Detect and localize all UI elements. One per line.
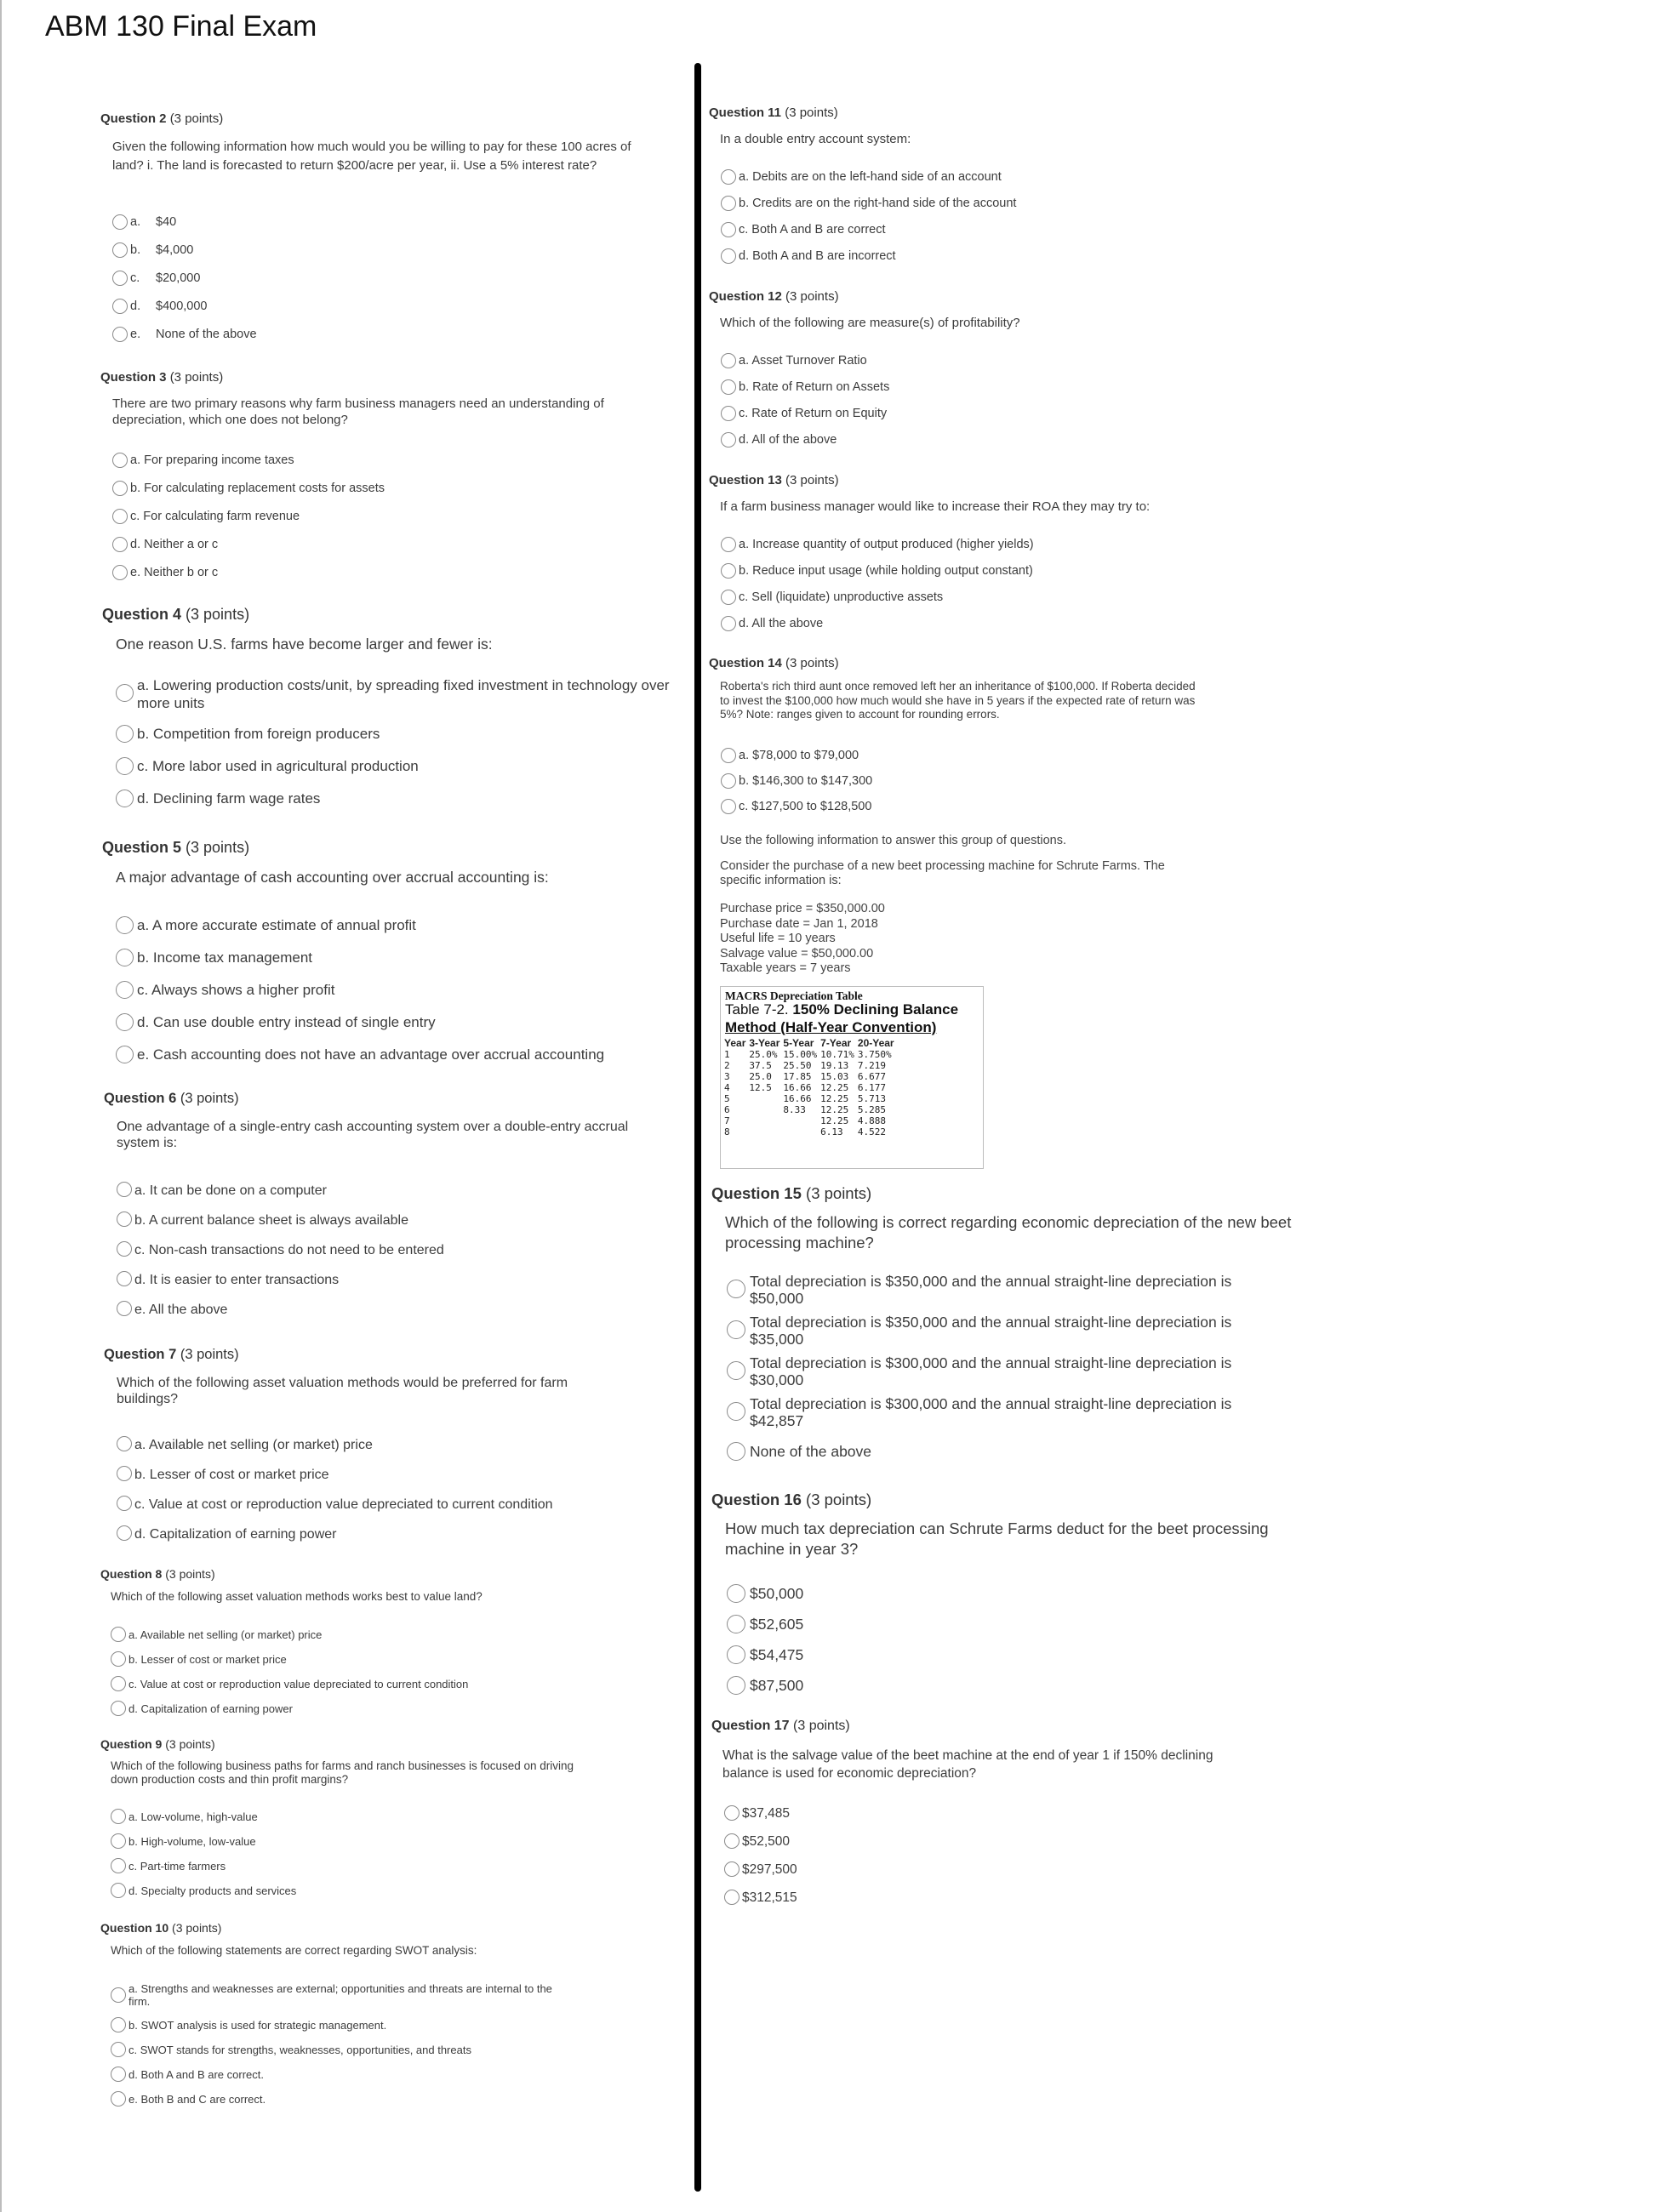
question-9 [100,1737,679,1897]
radio-button[interactable] [724,1833,739,1849]
radio-button[interactable] [721,222,736,237]
table-row: 7 12.25 4.888 [724,1115,887,1126]
question-heading: Question 4 (3 points) [102,606,250,623]
answer-option[interactable]: c. For calculating farm revenue [112,510,300,525]
question-prompt: In a double entry account system: [720,132,911,146]
radio-button[interactable] [117,1211,132,1227]
table-row: 3 25.0 17.85 15.03 6.677 [724,1071,887,1082]
answer-option[interactable]: c. Both A and B are correct [721,223,886,238]
radio-button[interactable] [117,1496,132,1511]
question-heading: Question 8 (3 points) [100,1567,215,1581]
question-heading: Question 9 (3 points) [100,1737,215,1751]
macrs-convention: Method (Half-Year Convention) [725,1019,937,1035]
question-7 [104,1347,682,1542]
question-heading: Question 14 (3 points) [709,656,839,670]
radio-button[interactable] [116,949,134,966]
macrs-grid [724,1038,898,1137]
page-left-border [0,0,2,2212]
radio-button[interactable] [721,563,736,579]
radio-button[interactable] [112,565,128,580]
radio-button[interactable] [111,1858,126,1873]
question-prompt: Which of the following asset valuation methods works best to value land? [111,1590,483,1603]
radio-button[interactable] [111,2091,126,2107]
radio-button[interactable] [111,1809,126,1824]
radio-button[interactable] [112,453,128,468]
question-prompt: Which of the following statements are correct regarding SWOT analysis: [111,1944,477,1957]
answer-option[interactable]: a. $40 [112,215,176,231]
table-row: 4 12.5 16.66 12.25 6.177 [724,1082,887,1093]
answer-option[interactable]: c. $20,000 [112,271,200,287]
radio-button[interactable] [721,590,736,605]
answer-option[interactable]: c. Always shows a higher profit [116,982,334,1000]
answer-option[interactable]: a. Debits are on the left-hand side of an account [721,170,1002,185]
question-16 [711,1491,1307,1694]
answer-option[interactable]: $52,500 [724,1834,790,1850]
table-row: 2 37.5 25.50 19.13 7.219 [724,1060,887,1071]
answer-option[interactable]: b. Lesser of cost or market price [117,1467,329,1484]
answer-option[interactable]: d. $400,000 [112,299,207,315]
answer-option[interactable]: e. None of the above [112,328,257,343]
answer-option[interactable]: d. It is easier to enter transactions [117,1272,339,1289]
question-heading: Question 6 (3 points) [104,1091,239,1106]
radio-button[interactable] [112,299,128,314]
macrs-title: MACRS Depreciation Table [725,989,863,1002]
answer-option[interactable]: b. $4,000 [112,243,193,259]
table-row: 5 16.66 12.25 5.713 [724,1093,887,1104]
question-heading: Question 15 (3 points) [711,1184,872,1202]
question-prompt: A major advantage of cash accounting over accrual accounting is: [116,869,549,886]
question-14 [709,656,1236,813]
answer-option[interactable]: d. Capitalization of earning power [111,1702,293,1716]
answer-option[interactable]: b. $146,300 to $147,300 [721,774,872,790]
question-4 [102,606,689,807]
radio-button[interactable] [117,1525,132,1541]
question-prompt: What is the salvage value of the beet machine at the end of year 1 if 150% declining balance is used for economic depreciation? [722,1748,1213,1781]
answer-option[interactable]: c. Part-time farmers [111,1860,226,1873]
radio-button[interactable] [117,1182,132,1197]
question-heading: Question 2 (3 points) [100,111,224,126]
radio-button[interactable] [721,406,736,421]
question-prompt: One advantage of a single-entry cash accounting system over a double-entry accrual system is: [117,1120,629,1150]
radio-button[interactable] [111,2042,126,2057]
answer-option[interactable]: d. Declining farm wage rates [116,790,320,808]
radio-button[interactable] [116,757,134,775]
radio-button[interactable] [112,481,128,496]
question-heading: Question 7 (3 points) [104,1347,239,1362]
radio-button[interactable] [721,537,736,552]
answer-option[interactable]: c. Value at cost or reproduction value depreciated to current condition [117,1497,553,1514]
radio-button[interactable] [111,2067,126,2082]
table-header-row: Year 3-Year 5-Year 7-Year 20-Year [724,1037,894,1049]
spec-line: Taxable years = 7 years [720,961,851,975]
answer-option[interactable]: b. Competition from foreign producers [116,726,380,744]
answer-option[interactable]: c. Value at cost or reproduction value depreciated to current condition [111,1678,468,1691]
radio-button[interactable] [724,1861,739,1877]
answer-option[interactable]: d. Specialty products and services [111,1884,296,1898]
radio-button[interactable] [117,1466,132,1481]
radio-button[interactable] [116,1046,134,1063]
answer-option[interactable]: Total depreciation is $300,000 and the annual straight-line depreciation is $42,857 [727,1395,1280,1429]
answer-option[interactable]: b. Reduce input usage (while holding output constant) [721,564,1033,579]
answer-option[interactable]: d. All the above [721,617,823,632]
radio-button[interactable] [727,1442,745,1461]
answer-option[interactable]: b. Credits are on the right-hand side of the account [721,197,1016,212]
answer-option[interactable]: c. More labor used in agricultural production [116,758,419,776]
spec-line: Salvage value = $50,000.00 [720,946,874,961]
answer-option[interactable]: $54,475 [727,1646,803,1664]
macrs-table-label: Table 7-2. 150% Declining Balance [725,1001,959,1018]
spec-line: Purchase price = $350,000.00 [720,902,885,915]
radio-button[interactable] [721,169,736,185]
radio-button[interactable] [117,1271,132,1286]
answer-option[interactable]: b. Income tax management [116,949,312,967]
answer-option[interactable]: d. Both A and B are incorrect [721,249,896,265]
answer-option[interactable]: a. Strengths and weaknesses are external; opportunities and threats are internal to the firm. [111,1982,553,2008]
question-heading: Question 10 (3 points) [100,1921,222,1935]
radio-button[interactable] [721,748,736,763]
radio-button[interactable] [727,1584,745,1603]
answer-option[interactable]: c. SWOT stands for strengths, weaknesses, opportunities, and threats [111,2044,471,2057]
radio-button[interactable] [112,537,128,552]
answer-option[interactable]: a. Available net selling (or market) price [111,1628,322,1642]
question-11 [709,105,1236,263]
radio-button[interactable] [721,248,736,264]
radio-button[interactable] [721,353,736,368]
radio-button[interactable] [721,379,736,395]
page-title: ABM 130 Final Exam [45,10,317,43]
answer-option[interactable]: d. Neither a or c [112,538,218,553]
question-heading: Question 13 (3 points) [709,473,839,487]
answer-option[interactable]: e. All the above [117,1302,227,1319]
question-13 [709,473,1236,630]
radio-button[interactable] [117,1301,132,1316]
table-row: 8 6.13 4.522 [724,1126,887,1137]
radio-button[interactable] [721,799,736,814]
radio-button[interactable] [727,1402,745,1421]
question-prompt: Which of the following are measure(s) of profitability? [720,316,1020,330]
question-prompt: Which of the following business paths for farms and ranch businesses is focused on driving down production costs and thin profit margins? [111,1759,574,1786]
radio-button[interactable] [724,1805,739,1821]
radio-button[interactable] [111,1651,126,1667]
answer-option[interactable]: c. Rate of Return on Equity [721,407,887,422]
question-heading: Question 11 (3 points) [709,105,838,120]
column-divider [694,63,701,2192]
answer-option[interactable]: $37,485 [724,1806,790,1822]
question-12 [709,289,1236,447]
radio-button[interactable] [721,432,736,448]
spec-line: Useful life = 10 years [720,932,836,945]
machine-specs [720,902,885,977]
radio-button[interactable] [116,684,134,702]
answer-option[interactable]: a. It can be done on a computer [117,1183,327,1200]
radio-button[interactable] [727,1361,745,1380]
question-heading: Question 17 (3 points) [711,1719,850,1733]
question-17 [711,1719,1307,1905]
question-8 [100,1567,679,1715]
answer-option[interactable]: b. High-volume, low-value [111,1835,256,1849]
table-row: 1 25.0% 15.00% 10.71% 3.750% [724,1049,892,1060]
question-heading: Question 5 (3 points) [102,839,250,856]
answer-option[interactable]: None of the above [727,1443,871,1461]
answer-option[interactable]: b. Lesser of cost or market price [111,1653,287,1667]
macrs-table [720,986,984,1169]
question-prompt: How much tax depreciation can Schrute Farms deduct for the beet processing machine in year 3? [725,1519,1269,1559]
question-prompt: One reason U.S. farms have become larger and fewer is: [116,636,493,653]
radio-button[interactable] [721,773,736,789]
table-row: 6 8.33 12.25 5.285 [724,1104,887,1115]
answer-option[interactable]: b. SWOT analysis is used for strategic management. [111,2019,386,2032]
answer-option[interactable]: a. $78,000 to $79,000 [721,749,859,764]
answer-option[interactable]: Total depreciation is $350,000 and the annual straight-line depreciation is $35,000 [727,1314,1280,1348]
radio-button[interactable] [111,1987,126,2003]
radio-button[interactable] [724,1890,739,1905]
question-15 [711,1184,1307,1460]
radio-button[interactable] [727,1645,745,1664]
radio-button[interactable] [111,1676,126,1691]
group-scenario: Consider the purchase of a new beet processing machine for Schrute Farms. The specific information is: [720,859,1165,887]
question-prompt: Given the following information how much would you be willing to pay for these 100 acres of land? i. The land is forecasted to return $200/acre per year, ii. Use a 5% interest rate? [112,140,631,173]
question-prompt: Which of the following is correct regarding economic depreciation of the new beet processing machine? [725,1213,1292,1252]
radio-button[interactable] [112,214,128,230]
answer-option[interactable]: e. Cash accounting does not have an advantage over accrual accounting [116,1046,604,1064]
spec-line: Purchase date = Jan 1, 2018 [720,916,878,931]
answer-option[interactable]: a. Asset Turnover Ratio [721,354,867,369]
answer-option[interactable]: a. A more accurate estimate of annual profit [116,917,416,935]
question-6 [104,1091,682,1317]
question-prompt: Which of the following asset valuation methods would be preferred for farm buildings? [117,1376,568,1406]
answer-option[interactable]: a. Increase quantity of output produced (higher yields) [721,538,1034,553]
radio-button[interactable] [727,1615,745,1633]
answer-option[interactable]: d. All of the above [721,433,837,448]
radio-button[interactable] [111,1627,126,1642]
radio-button[interactable] [111,2017,126,2032]
answer-option[interactable]: a. For preparing income taxes [112,453,294,469]
radio-button[interactable] [112,271,128,286]
radio-button[interactable] [116,725,134,743]
question-heading: Question 16 (3 points) [711,1491,872,1508]
radio-button[interactable] [112,242,128,258]
radio-button[interactable] [112,327,128,342]
answer-option[interactable]: b. For calculating replacement costs for assets [112,482,385,497]
radio-button[interactable] [117,1241,132,1257]
radio-button[interactable] [116,790,134,807]
answer-option[interactable]: d. Capitalization of earning power [117,1526,336,1543]
answer-option[interactable]: Total depreciation is $350,000 and the annual straight-line depreciation is $50,000 [727,1273,1280,1307]
radio-button[interactable] [116,916,134,934]
question-10 [100,1921,679,2106]
question-prompt: Roberta's rich third aunt once removed left her an inheritance of $100,000. If Roberta decided to invest the $100,000 how much would she have in 5 years if the expected rate of return was 5%? Note: ranges given to account for rounding errors. [720,680,1196,721]
answer-option[interactable]: e. Both B and C are correct. [111,2093,266,2107]
question-heading: Question 3 (3 points) [100,370,224,385]
answer-option[interactable]: $297,500 [724,1862,797,1878]
group-instructions: Use the following information to answer this group of questions. [720,834,1067,847]
radio-button[interactable] [727,1320,745,1339]
radio-button[interactable] [721,616,736,631]
radio-button[interactable] [111,1833,126,1849]
question-5 [102,839,689,1063]
radio-button[interactable] [727,1676,745,1695]
answer-option[interactable]: $312,515 [724,1890,797,1907]
answer-option[interactable]: $52,605 [727,1616,803,1633]
answer-option[interactable]: e. Neither b or c [112,566,218,581]
answer-option[interactable]: $87,500 [727,1677,803,1695]
radio-button[interactable] [116,1013,134,1031]
question-prompt: There are two primary reasons why farm business managers need an understanding of depreciation, which one does not belong? [112,396,604,427]
answer-option[interactable]: c. Sell (liquidate) unproductive assets [721,590,943,606]
question-2 [100,111,645,341]
radio-button[interactable] [112,509,128,524]
radio-button[interactable] [721,196,736,211]
question-3 [100,370,645,579]
radio-button[interactable] [111,1701,126,1716]
answer-option[interactable]: $50,000 [727,1585,803,1603]
answer-option[interactable]: d. Both A and B are correct. [111,2068,264,2082]
answer-option[interactable]: a. Low-volume, high-value [111,1810,258,1824]
answer-option[interactable]: a. Lowering production costs/unit, by spreading fixed investment in technology over more units [116,677,686,712]
answer-option[interactable]: b. A current balance sheet is always available [117,1212,408,1229]
answer-option[interactable]: b. Rate of Return on Assets [721,380,889,396]
question-heading: Question 12 (3 points) [709,289,839,304]
radio-button[interactable] [117,1436,132,1451]
question-prompt: If a farm business manager would like to increase their ROA they may try to: [720,499,1151,514]
radio-button[interactable] [116,981,134,999]
answer-option[interactable]: c. $127,500 to $128,500 [721,800,871,815]
answer-option[interactable]: c. Non-cash transactions do not need to be entered [117,1242,444,1259]
answer-option[interactable]: Total depreciation is $300,000 and the annual straight-line depreciation is $30,000 [727,1354,1280,1388]
radio-button[interactable] [727,1280,745,1298]
answer-option[interactable]: d. Can use double entry instead of single entry [116,1014,436,1032]
answer-option[interactable]: a. Available net selling (or market) price [117,1437,373,1454]
radio-button[interactable] [111,1883,126,1898]
